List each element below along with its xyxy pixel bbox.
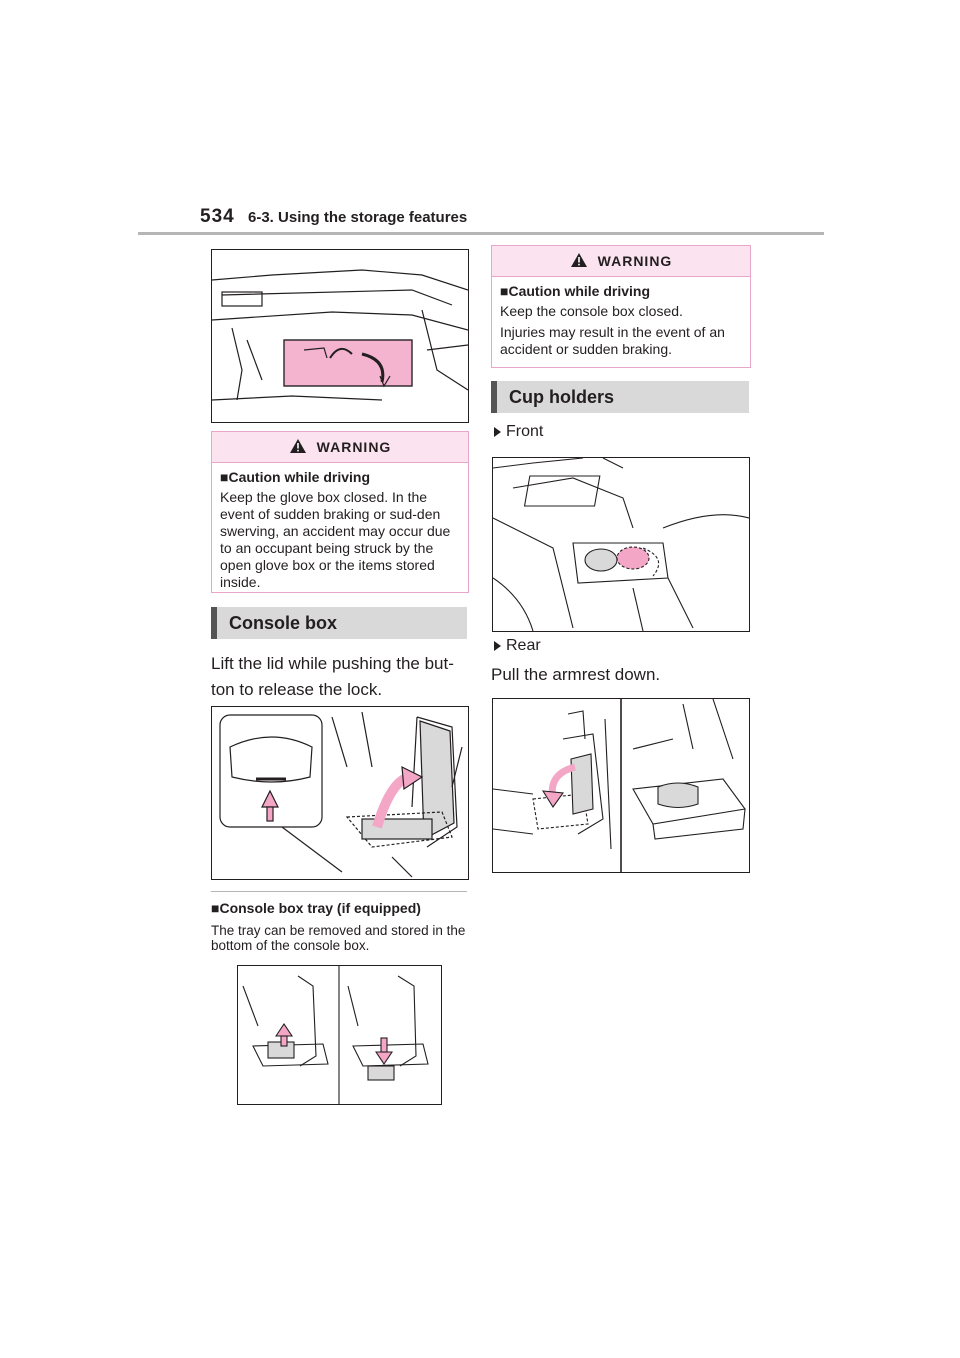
cup-holders-heading: Cup holders (491, 381, 749, 413)
front-label: Front (506, 423, 544, 440)
warning-subheading: ■Caution while driving (500, 283, 651, 299)
section-title: 6-3. Using the storage features (248, 209, 468, 226)
page-number: 534 (200, 206, 235, 227)
warning-icon (570, 252, 588, 271)
rear-instructions: Pull the armrest down. (491, 665, 661, 684)
glove-box-illustration (211, 249, 469, 423)
console-box-illustration (211, 706, 469, 880)
tray-illustration (237, 965, 442, 1105)
warning-text: Keep the glove box closed. In the event of sudden braking or sud-den swerving, an accident may occur due to an occupant being struck by the open glove box or the items stored inside. (220, 489, 451, 590)
tray-text: The tray can be removed and stored in the bottom of the console box. (211, 923, 466, 953)
console-box-warning (491, 245, 751, 368)
tray-heading: ■Console box tray (if equipped) (211, 900, 421, 916)
glove-box-warning (211, 431, 469, 593)
warning-line-2: Injuries may result in the event of an accident or sudden braking. (500, 324, 725, 357)
header-rule (138, 232, 824, 235)
arrow-bullet-icon (494, 641, 501, 651)
warning-header (212, 432, 468, 463)
rear-label: Rear (506, 637, 541, 654)
warning-line-1: Keep the console box closed. (500, 303, 683, 319)
warning-label: WARNING (597, 253, 673, 269)
section-divider (211, 891, 467, 892)
console-box-instructions: Lift the lid while pushing the but-ton to release the lock. (211, 654, 454, 699)
front-label-item (494, 423, 543, 441)
warning-label: WARNING (316, 439, 392, 455)
warning-header (492, 246, 750, 277)
warning-icon (289, 438, 307, 457)
console-box-heading: Console box (211, 607, 467, 639)
front-cup-holder-illustration (492, 457, 750, 632)
warning-subheading: ■Caution while driving (220, 469, 371, 485)
rear-label-item (494, 637, 541, 655)
rear-cup-holder-illustration (492, 698, 750, 873)
arrow-bullet-icon (494, 427, 501, 437)
